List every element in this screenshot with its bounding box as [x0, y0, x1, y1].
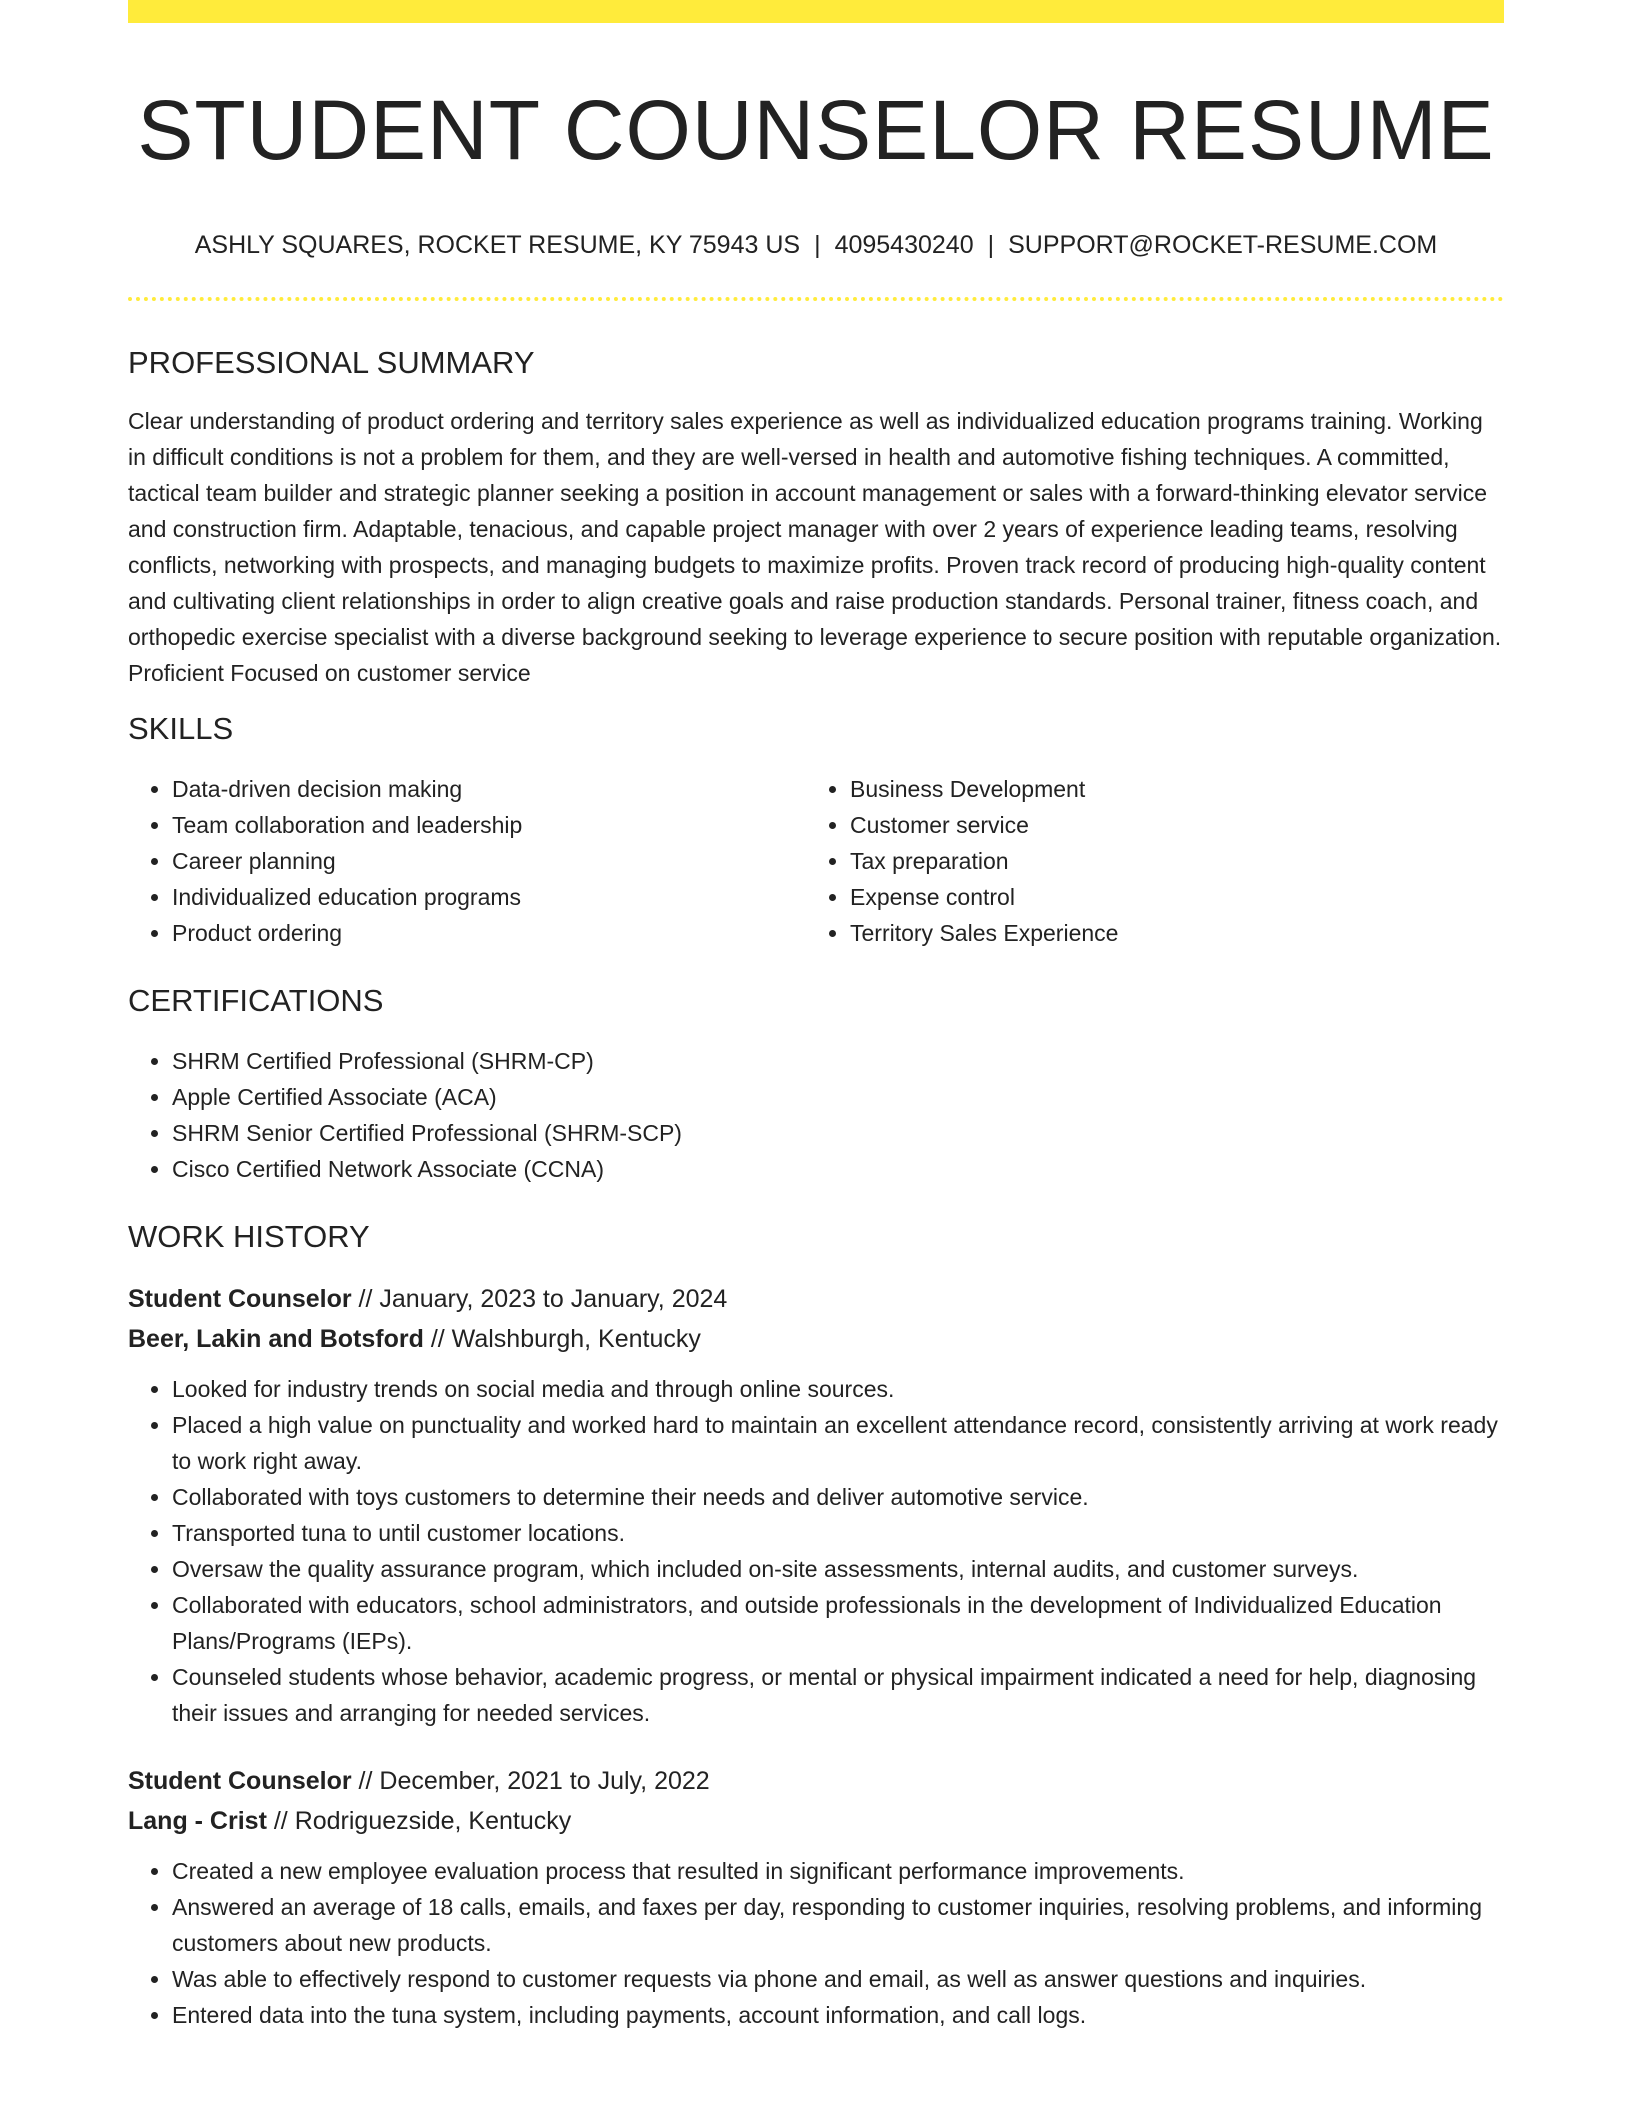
- certifications-section: [128, 981, 1504, 1187]
- skill-item: • Product ordering: [172, 915, 806, 951]
- certifications-heading: CERTIFICATIONS: [128, 983, 384, 1018]
- job-company: Lang - Crist: [128, 1807, 267, 1835]
- job-dates: // January, 2023 to January, 2024: [351, 1285, 728, 1313]
- job-title-line: [128, 1279, 1504, 1319]
- skill-item: • Expense control: [850, 879, 1484, 915]
- skills-heading: SKILLS: [128, 711, 234, 746]
- skill-item: • Career planning: [172, 843, 806, 879]
- work-history-heading: WORK HISTORY: [128, 1219, 370, 1254]
- resume-content: [128, 0, 1504, 2033]
- skill-item: • Tax preparation: [850, 843, 1484, 879]
- contact-email: SUPPORT@ROCKET-RESUME.COM: [1008, 231, 1438, 259]
- job-bullet: • Created a new employee evaluation process that resulted in significant performance improvements.: [172, 1853, 1504, 1889]
- contact-separator: |: [814, 231, 821, 259]
- certification-item: • SHRM Senior Certified Professional (SHRM-SCP): [172, 1115, 1504, 1151]
- job-title-line: [128, 1761, 1504, 1801]
- job-location: // Rodriguezside, Kentucky: [266, 1807, 572, 1835]
- summary-section: [128, 343, 1504, 691]
- skill-item: • Territory Sales Experience: [850, 915, 1484, 951]
- job-entry: [128, 1761, 1504, 2033]
- job-title: Student Counselor: [128, 1285, 352, 1313]
- skill-item: • Customer service: [850, 807, 1484, 843]
- contact-separator: |: [987, 231, 995, 259]
- contact-phone: 4095430240: [834, 231, 974, 259]
- certification-item: • SHRM Certified Professional (SHRM-CP): [172, 1043, 1504, 1079]
- certifications-list: [128, 1043, 1504, 1187]
- job-bullet: • Counseled students whose behavior, academic progress, or mental or physical impairment indicated a need for help, diagnosing their issues and arranging for needed services.: [172, 1659, 1504, 1731]
- work-history-section: [128, 1217, 1504, 2033]
- job-bullet: • Oversaw the quality assurance program, which included on-site assessments, internal audits, and customer surveys.: [172, 1551, 1504, 1587]
- skills-list-left: [128, 771, 806, 951]
- certification-item: • Apple Certified Associate (ACA): [172, 1079, 1504, 1115]
- job-bullet: • Answered an average of 18 calls, emails, and faxes per day, responding to customer inquiries, resolving problems, and informing customers about new products.: [172, 1889, 1504, 1961]
- skill-item: • Individualized education programs: [172, 879, 806, 915]
- job-bullet: • Was able to effectively respond to customer requests via phone and email, as well as answer questions and inquiries.: [172, 1961, 1504, 1997]
- job-bullet: • Collaborated with educators, school administrators, and outside professionals in the development of Individualized Education Plans/Programs (IEPs).: [172, 1587, 1504, 1659]
- job-bullet: • Entered data into the tuna system, including payments, account information, and call logs.: [172, 1997, 1504, 2033]
- job-company: Beer, Lakin and Botsford: [128, 1325, 424, 1353]
- job-company-line: [128, 1801, 1504, 1841]
- skills-section: [128, 709, 1504, 951]
- job-location: // Walshburgh, Kentucky: [423, 1325, 701, 1353]
- contact-line: [128, 230, 1504, 260]
- job-bullet: • Looked for industry trends on social media and through online sources.: [172, 1371, 1504, 1407]
- job-entry: [128, 1279, 1504, 1731]
- skills-list-right: [806, 771, 1484, 951]
- page-title: STUDENT COUNSELOR RESUME: [137, 83, 1495, 177]
- job-bullet: • Placed a high value on punctuality and worked hard to maintain an excellent attendance record, consistently arriving at work ready to work right away.: [172, 1407, 1504, 1479]
- summary-heading: PROFESSIONAL SUMMARY: [128, 345, 535, 380]
- job-bullet: • Collaborated with toys customers to determine their needs and deliver automotive service.: [172, 1479, 1504, 1515]
- job-bullet-list: [128, 1371, 1504, 1731]
- job-bullet: • Transported tuna to until customer locations.: [172, 1515, 1504, 1551]
- contact-address: ASHLY SQUARES, ROCKET RESUME, KY 75943 US: [194, 231, 801, 259]
- job-company-line: [128, 1319, 1504, 1359]
- dotted-divider: [128, 297, 1504, 301]
- skills-columns: [128, 771, 1504, 951]
- summary-text: Clear understanding of product ordering and territory sales experience as well as individualized education programs training. Working in difficult conditions is not a problem for them, and they are well-versed in health and automotive fishing techniques. A committed, tactical team builder and strategic planner seeking a position in account management or sales with a forward-thinking elevator service and construction firm. Adaptable, tenacious, and capable project manager with over 2 years of experience leading teams, resolving conflicts, networking with prospects, and managing budgets to maximize profits. Proven track record of producing high-quality content and cultivating client relationships in order to align creative goals and raise production standards. Personal trainer, fitness coach, and orthopedic exercise specialist with a diverse background seeking to leverage experience to secure position with reputable organization. Proficient Focused on customer service: [128, 408, 1502, 686]
- certification-item: • Cisco Certified Network Associate (CCNA): [172, 1151, 1504, 1187]
- job-bullet-list: [128, 1853, 1504, 2033]
- skill-item: • Data-driven decision making: [172, 771, 806, 807]
- skill-item: • Team collaboration and leadership: [172, 807, 806, 843]
- skill-item: • Business Development: [850, 771, 1484, 807]
- job-title: Student Counselor: [128, 1767, 352, 1795]
- job-dates: // December, 2021 to July, 2022: [351, 1767, 710, 1795]
